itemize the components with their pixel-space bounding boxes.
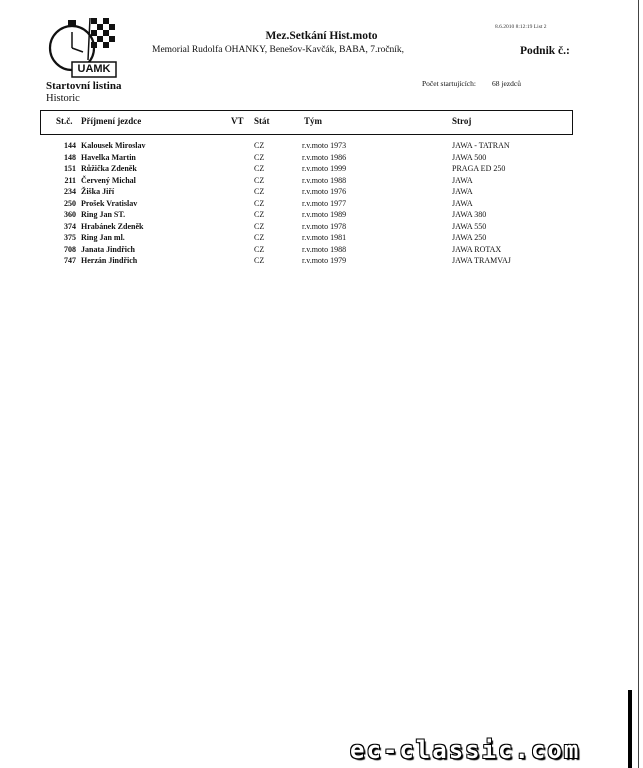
list-title: Startovní listina	[46, 80, 122, 92]
header-vt: VT	[231, 116, 244, 126]
podnik-label: Podnik č.:	[520, 45, 570, 57]
table-row: 374 Hrabánek Zdeněk CZ r.v.moto 1978 JAWA 550	[64, 221, 487, 231]
uamk-logo	[44, 14, 120, 80]
count-value: 68 jezdců	[492, 79, 521, 88]
table-row: 747 Herzán Jindřich CZ r.v.moto 1979 JAWA TRAMVAJ	[64, 256, 511, 265]
table-row: 375 Ring Jan ml. CZ r.v.moto 1981 JAWA 250	[64, 233, 487, 242]
logo-text: UAMK	[77, 63, 111, 75]
event-subtitle: Memorial Rudolfa OHANKY, Benešov-Kavčák, BABA, 7.ročník,	[152, 45, 405, 55]
print-info: 8.6.2010 8:12:19 List 2	[495, 24, 547, 30]
header-name: Příjmení jezdce	[81, 116, 142, 126]
list-category: Historic	[46, 93, 80, 104]
table-row: 250 Prošek Vratislav CZ r.v.moto 1977 JAWA	[64, 198, 473, 208]
table-row: 211 Červený Michal CZ r.v.moto 1988 JAWA	[64, 175, 473, 185]
table-row: 360 Ring Jan ST. CZ r.v.moto 1989 JAWA 380	[64, 210, 487, 219]
table-row: 234 Žiška Jiří CZ r.v.moto 1976 JAWA	[64, 187, 473, 196]
scan-edge-line	[638, 0, 639, 768]
header-state: Stát	[254, 116, 270, 126]
header-number: St.č.	[56, 116, 73, 126]
table-row: 144 Kalousek Miroslav CZ r.v.moto 1973 JAWA - TATRAN	[64, 141, 510, 150]
scan-edge-shadow	[628, 690, 632, 768]
table-row: 148 Havelka Martin CZ r.v.moto 1986 JAWA 500	[64, 152, 487, 162]
table-row: 708 Janata Jindřich CZ r.v.moto 1988 JAWA ROTAX	[64, 244, 502, 254]
header-machine: Stroj	[452, 116, 472, 126]
event-title: Mez.Setkání Hist.moto	[265, 30, 378, 42]
header-team: Tým	[304, 116, 322, 126]
watermark: ec-classic.com	[350, 736, 581, 764]
count-label: Počet startujících:	[422, 79, 476, 88]
table-row: 151 Růžička Zdeněk CZ r.v.moto 1999 PRAGA ED 250	[64, 164, 506, 173]
